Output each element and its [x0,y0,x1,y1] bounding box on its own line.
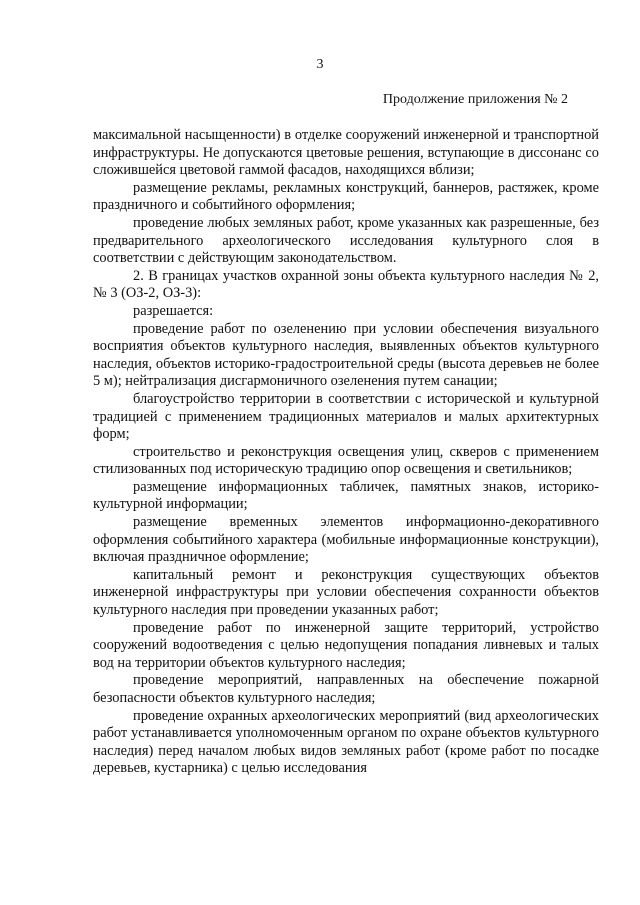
paragraph-fire-safety: проведение мероприятий, направленных на обеспечение пожарной безопасности объектов культурного наследия; [93,672,599,706]
paragraph-lighting: строительство и реконструкция освещения улиц, скверов с применением стилизованных под историческую традицию опор освещения и светильников; [93,443,599,478]
paragraph-advertising: размещение рекламы, рекламных конструкций, баннеров, растяжек, кроме праздничного и событийного оформления; [93,179,599,214]
section-2-heading: 2. В границах участков охранной зоны объекта культурного наследия № 2, № 3 (ОЗ-2, ОЗ-3): [93,267,599,302]
paragraph-temporary-decor: размещение временных элементов информационно-декоративного оформления событийного характера (мобильные информационные конструкции), включая праздничное оформление; [93,514,599,566]
document-body [93,127,599,778]
appendix-continuation-note: Продолжение приложения № 2 [382,92,568,107]
paragraph-info-signs: размещение информационных табличек, памятных знаков, историко-культурной информации; [93,478,599,513]
paragraph-engineering-protection: проведение работ по инженерной защите территорий, устройство сооружений водоотведения с целью недопущения попадания ливневых и талых вод на территории объектов культурного наследия; [93,619,599,671]
page-number: 3 [316,57,324,72]
paragraph-archaeology: проведение охранных археологических мероприятий (вид археологических работ устанавливается уполномоченным органом по охране объектов культурного наследия) перед началом любых видов земляных работ (кроме работ по посадке деревьев, кустарника) с целью исследования [93,707,599,777]
paragraph-earthworks: проведение любых земляных работ, кроме указанных как разрешенные, без предварительного археологического исследования культурного слоя в соответствии с действующим законодательством. [93,214,599,267]
paragraph-infrastructure-repair: капитальный ремонт и реконструкция существующих объектов инженерной инфраструктуры при условии обеспечения сохранности объектов культурного наследия при проведении указанных работ; [93,566,599,619]
paragraph-permitted: разрешается: [133,302,214,319]
paragraph-improvement: благоустройство территории в соответствии с исторической и культурной традицией с применением традиционных материалов и малых архитектурных форм; [93,390,599,443]
paragraph-landscaping: проведение работ по озеленению при условии обеспечения визуального восприятия объектов культурного наследия, выявленных объектов культурного наследия, объектов историко-градостроительной среды (высота деревьев не более 5 м); нейтрализация дисгармоничного озеленения путем санации; [93,320,599,390]
paragraph-continuation: максимальной насыщенности) в отделке сооружений инженерной и транспортной инфраструктуры. Не допускаются цветовые решения, вступающие в диссонанс со сложившейся цветовой гаммой фасадов, находящихся вблизи; [93,127,599,179]
